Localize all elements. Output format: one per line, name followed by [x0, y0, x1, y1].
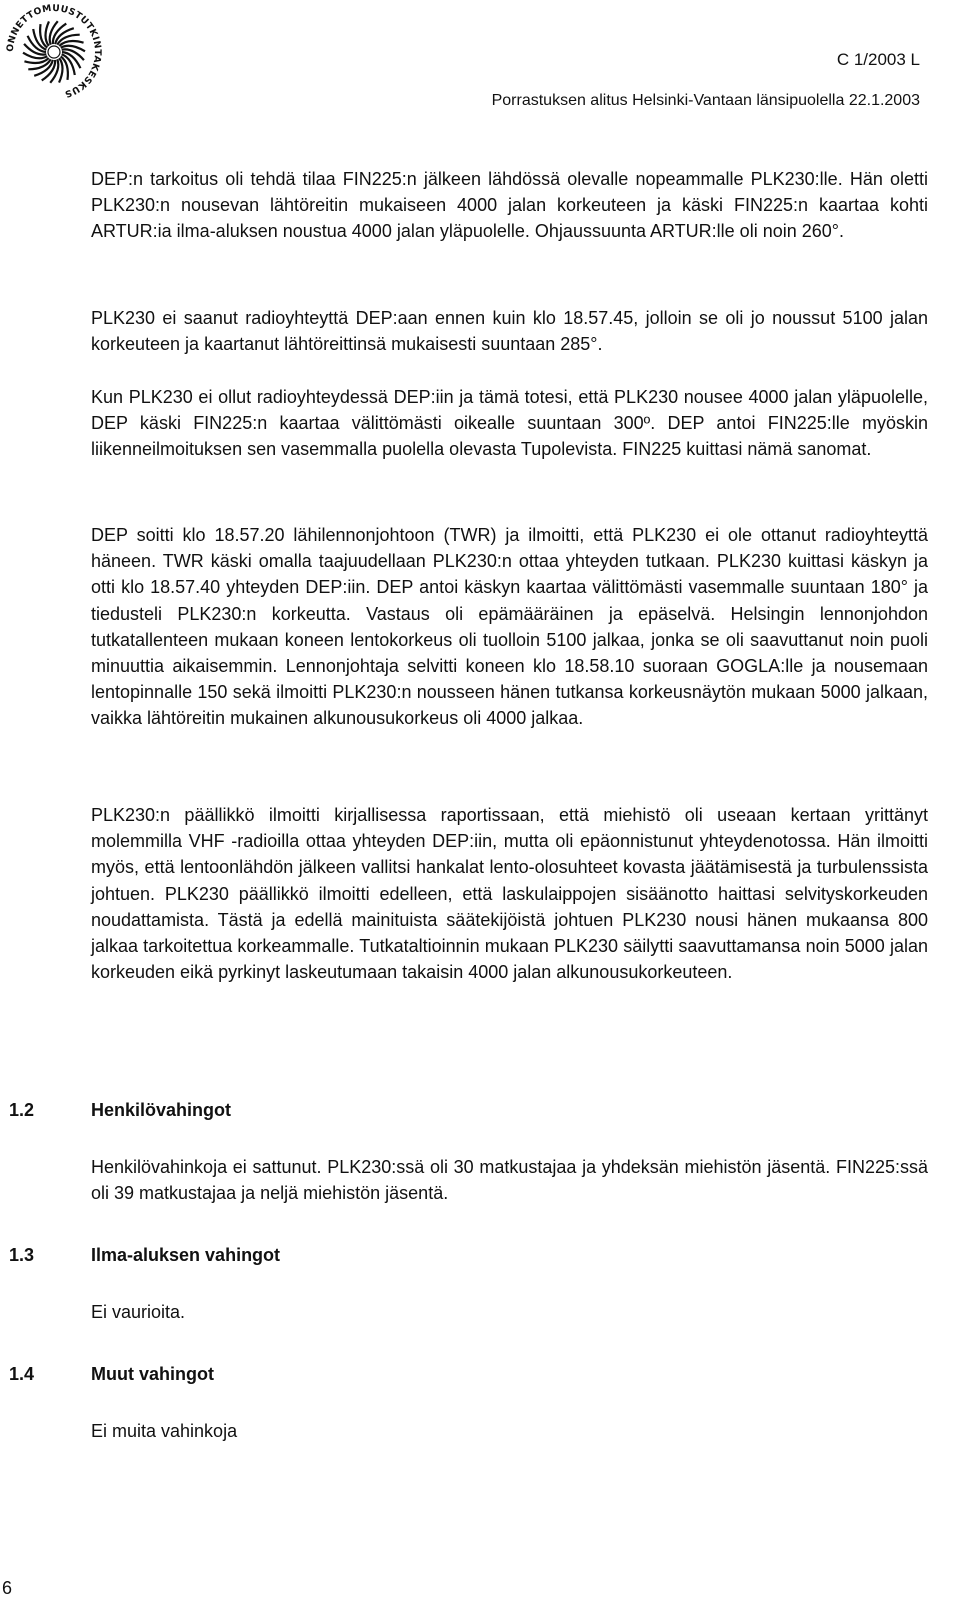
- report-code: C 1/2003 L: [836, 50, 920, 69]
- report-subtitle: Porrastuksen alitus Helsinki-Vantaan länsipuolella 22.1.2003: [491, 92, 920, 109]
- section-number: 1.3: [9, 1245, 35, 1265]
- section-title: Henkilövahingot: [91, 1100, 232, 1120]
- paragraph-captain-report: PLK230:n päällikkö ilmoitti kirjallisessa raportissaan, että miehistö oli useaan kertaan yrittänyt molemmilla VHF -radioilla ottaa yhteyden DEP:iin, mutta oli epäonnistunut yhteydenotossa. Hän ilmoitti myös, että lentoonlähdön jälkeen vallitsi hankalat lento-olosuhteet kovasta jäätämisestä ja turbulenssista johtuen. PLK230 päällikkö ilmoitti edelleen, että laskulaippojen sisäänotto haittasi selvityskorkeuden noudattamista. Tästä ja edellä mainituista säätekijöistä johtuen PLK230 nousi hänen mukaansa 800 jalkaa tarkoitettua korkeammalle. Tutkataltioinnin mukaan PLK230 säilytti saavuttamansa noin 5000 jalan korkeuden eikä pyrkinyt laskeutumaan takaisin 4000 jalan alkunousukorkeuteen.: [91, 805, 928, 983]
- paragraph-personal-injuries: Henkilövahinkoja ei sattunut. PLK230:ssä oli 30 matkustajaa ja yhdeksän miehistön jäsentä. FIN225:ssä oli 39 matkustajaa ja neljä miehistön jäsentä.: [91, 1157, 928, 1204]
- paragraph-dep-twr-call: DEP soitti klo 18.57.20 lähilennonjohtoon (TWR) ja ilmoitti, että PLK230 ei ole ottanut radioyhteyttä häneen. TWR käski omalla taajuudellaan PLK230:n ottaa yhteyden tutkaan. PLK230 kuittasi käskyn ja otti klo 18.57.40 yhteyden DEP:iin. DEP antoi käskyn kaartaa välittömästi vasemmalle suuntaan 180° ja tiedusteli PLK230:n korkeutta. Vastaus oli epämääräinen ja epäselvä. Helsingin lennonjohdon tutkatallenteen mukaan koneen lentokorkeus oli tuolloin 5100 jalkaa, jonka se oli saavuttanut noin puoli minuuttia aikaisemmin. Lennonjohtaja selvitti koneen klo 18.58.10 suoraan GOGLA:lle ja nousemaan lentopinnalle 150 sekä ilmoitti PLK230:n nousseen hänen tutkansa korkeusnäytön mukaan 5000 jalkaan, vaikka lähtöreitin mukainen alkunousukorkeus oli 4000 jalkaa.: [91, 525, 928, 729]
- logo-ray: [59, 58, 62, 83]
- paragraph-dep-intent: DEP:n tarkoitus oli tehdä tilaa FIN225:n jälkeen lähdössä olevalle nopeammalle PLK230:lle. Hän oletti PLK230:n nousevan lähtöreitin mukaiseen 4000 jalan korkeuteen ja käski FIN225:n kaartaa kohti ARTUR:ia ilma-aluksen noustua 4000 jalan yläpuolelle. Ohjaussuunta ARTUR:lle oli noin 260°.: [91, 169, 928, 242]
- logo-ray: [46, 21, 49, 46]
- paragraph-aircraft-damage: Ei vaurioita.: [91, 1302, 186, 1322]
- section-heading-other-damage: [9, 1364, 214, 1385]
- section-title: Muut vahingot: [91, 1364, 214, 1384]
- paragraph-plk230-radio: PLK230 ei saanut radioyhteyttä DEP:aan ennen kuin klo 18.57.45, jolloin se oli jo noussut 5100 jalan korkeuteen ja kaartanut lähtöreittinsä mukaisesti suuntaan 285°.: [91, 308, 928, 355]
- section-title: Ilma-aluksen vahingot: [91, 1245, 281, 1265]
- section-number: 1.4: [9, 1364, 35, 1384]
- section-heading-personal-injuries: [9, 1100, 231, 1121]
- agency-logo: [2, 0, 106, 104]
- page-number: 6: [2, 1578, 13, 1598]
- paragraph-other-damage: Ei muita vahinkoja: [91, 1421, 238, 1441]
- logo-text: ONNETTOMUUSTUTKINTAKESKUS: [4, 2, 104, 100]
- section-number: 1.2: [9, 1100, 35, 1120]
- section-heading-aircraft-damage: [9, 1245, 280, 1266]
- paragraph-fin225-turn: Kun PLK230 ei ollut radioyhteydessä DEP:iin ja tämä totesi, että PLK230 nousee 4000 jalan yläpuolelle, DEP käski FIN225:n kaartaa välittömästi oikealle suuntaan 300º. DEP antoi FIN225:lle myöskin liikenneilmoituksen sen vasemmalla puolella olevasta Tupolevista. FIN225 kuittasi nämä sanomat.: [91, 387, 928, 460]
